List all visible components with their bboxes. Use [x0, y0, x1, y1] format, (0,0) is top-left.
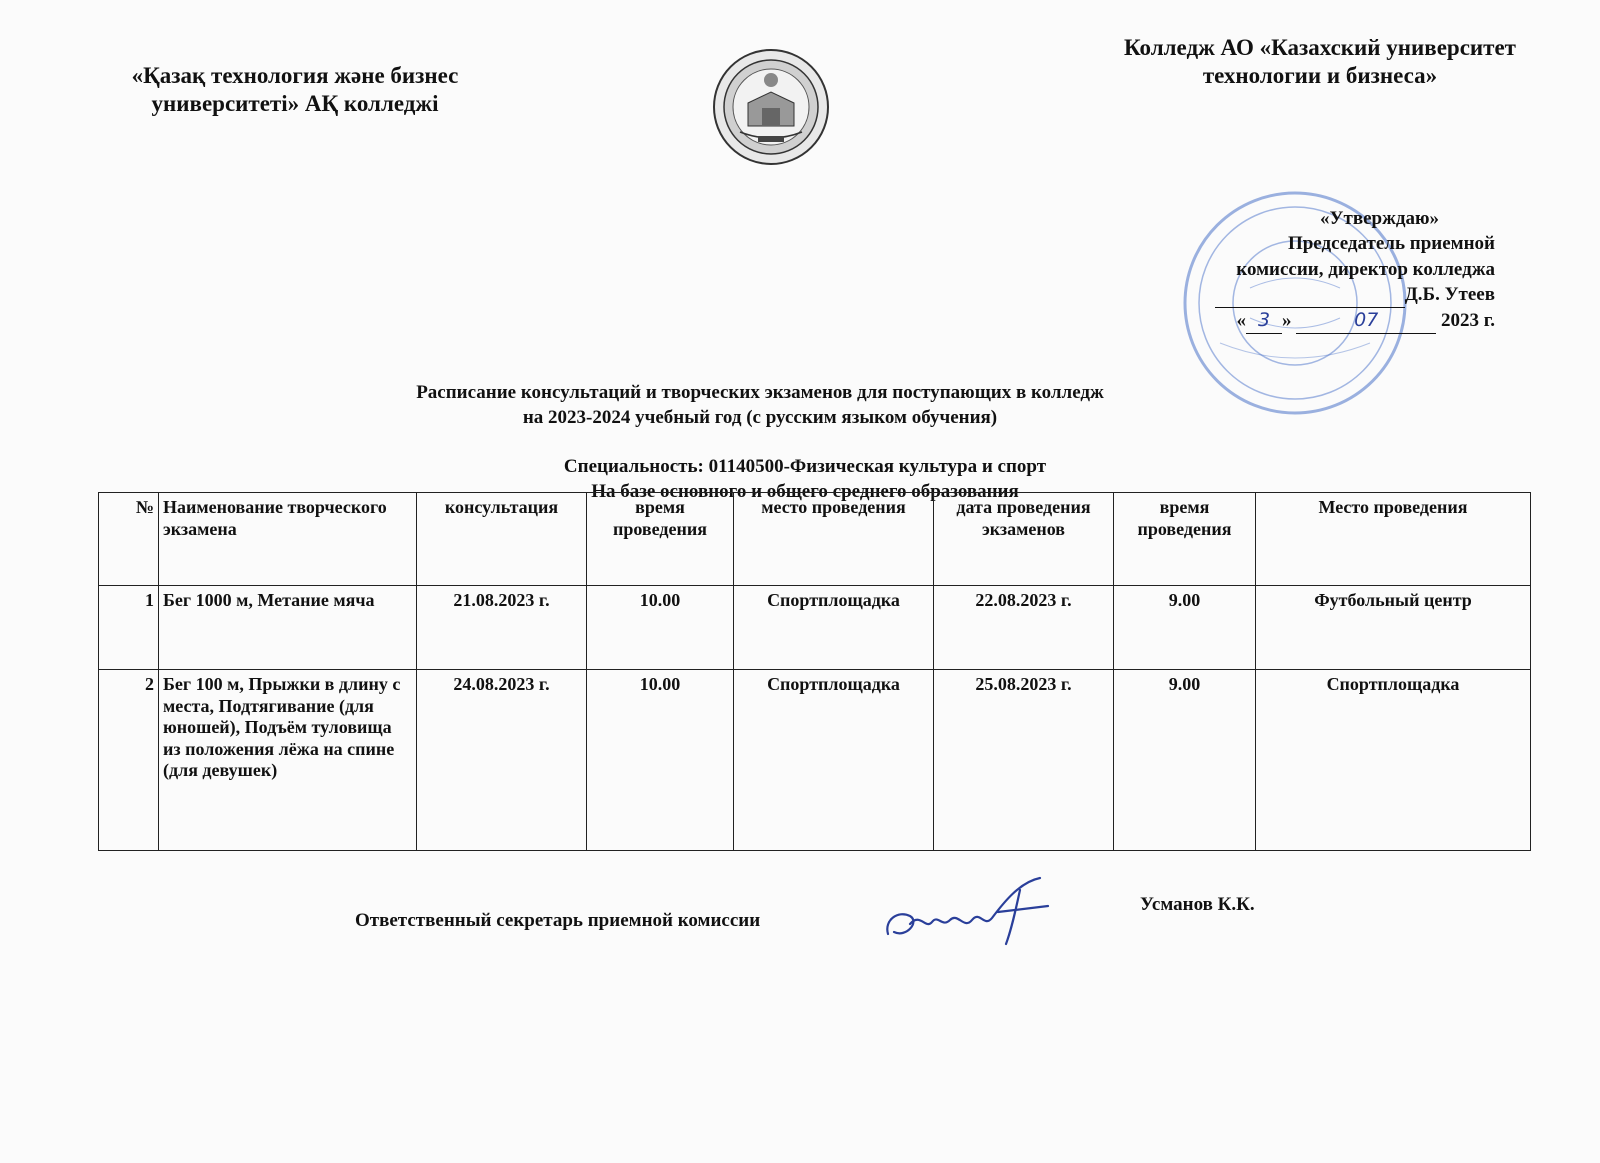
- row-exam-date: 25.08.2023 г.: [934, 670, 1114, 851]
- approval-date-day: 3: [1246, 308, 1282, 334]
- approval-date-line: [1150, 308, 1495, 334]
- row-exam-name: Бег 100 м, Прыжки в длину с места, Подтягивание (для юношей), Подъём туловища из положения лёжа на спине (для девушек): [159, 670, 417, 851]
- approval-heading: «Утверждаю»: [1320, 208, 1439, 229]
- header-exam-name: Наименование творческого экзамена: [159, 493, 417, 586]
- row-consultation-place: Спортплощадка: [734, 586, 934, 670]
- college-name-kazakh-line2: университеті» АҚ колледжі: [151, 90, 439, 116]
- approval-block: [1150, 206, 1495, 334]
- table-row: [99, 586, 1531, 670]
- approval-date-close-quote: »: [1282, 310, 1292, 332]
- college-name-kazakh-line1: «Қазақ технология және бизнес: [131, 63, 459, 88]
- college-name-russian: [1080, 34, 1560, 89]
- document-title-line1: Расписание консультаций и творческих экзаменов для поступающих в колледж: [416, 382, 1104, 403]
- header-consultation-place: место проведения: [734, 493, 934, 586]
- approval-date-month: 07: [1296, 308, 1436, 334]
- secretary-signature: [880, 872, 1055, 947]
- specialty-name: Специальность: 01140500-Физическая культура и спорт: [563, 456, 1047, 477]
- college-name-kazakh: [95, 62, 495, 117]
- row-number: 2: [99, 670, 159, 851]
- header-exam-time: время проведения: [1114, 493, 1256, 586]
- college-name-russian-line1: Колледж АО «Казахский университет: [1124, 35, 1516, 60]
- header-exam-date: дата проведения экзаменов: [934, 493, 1114, 586]
- approval-signature-blank: [1215, 282, 1405, 308]
- table-row: [99, 670, 1531, 851]
- university-emblem: [712, 48, 830, 166]
- approval-date-year: 2023 г.: [1441, 310, 1495, 332]
- secretary-label: Ответственный секретарь приемной комиссии: [355, 910, 761, 931]
- row-exam-date: 22.08.2023 г.: [934, 586, 1114, 670]
- approval-title: комиссии, директор колледжа: [1236, 258, 1495, 280]
- row-consultation-time: 10.00: [587, 586, 734, 670]
- document-title-line2: на 2023-2024 учебный год (с русским языком обучения): [522, 406, 998, 428]
- education-base: На базе основного и общего среднего образования: [591, 480, 1019, 502]
- college-name-russian-line2: технологии и бизнеса»: [1202, 62, 1438, 88]
- approval-date-open-quote: «: [1236, 310, 1246, 332]
- approval-director-name: Д.Б. Утеев: [1404, 283, 1495, 305]
- header-exam-place: Место проведения: [1256, 493, 1531, 586]
- header-consultation-time: время проведения: [587, 493, 734, 586]
- row-consultation-place: Спортплощадка: [734, 670, 934, 851]
- header-number: №: [99, 493, 159, 586]
- table-header-row: [99, 493, 1531, 586]
- row-consultation-date: 21.08.2023 г.: [417, 586, 587, 670]
- row-exam-place: Футбольный центр: [1256, 586, 1531, 670]
- header-consultation: консультация: [417, 493, 587, 586]
- approval-position: Председатель приемной: [1287, 233, 1495, 255]
- approval-signature-line: [1150, 282, 1495, 308]
- row-exam-time: 9.00: [1114, 586, 1256, 670]
- row-consultation-date: 24.08.2023 г.: [417, 670, 587, 851]
- row-consultation-time: 10.00: [587, 670, 734, 851]
- handwritten-signature-icon: [880, 872, 1055, 947]
- secretary-name: Усманов К.К.: [1140, 894, 1255, 915]
- row-exam-place: Спортплощадка: [1256, 670, 1531, 851]
- schedule-table: [98, 492, 1531, 851]
- university-emblem-icon: [712, 48, 830, 166]
- row-exam-time: 9.00: [1114, 670, 1256, 851]
- document-title: [340, 381, 1180, 430]
- row-exam-name: Бег 1000 м, Метание мяча: [159, 586, 417, 670]
- row-number: 1: [99, 586, 159, 670]
